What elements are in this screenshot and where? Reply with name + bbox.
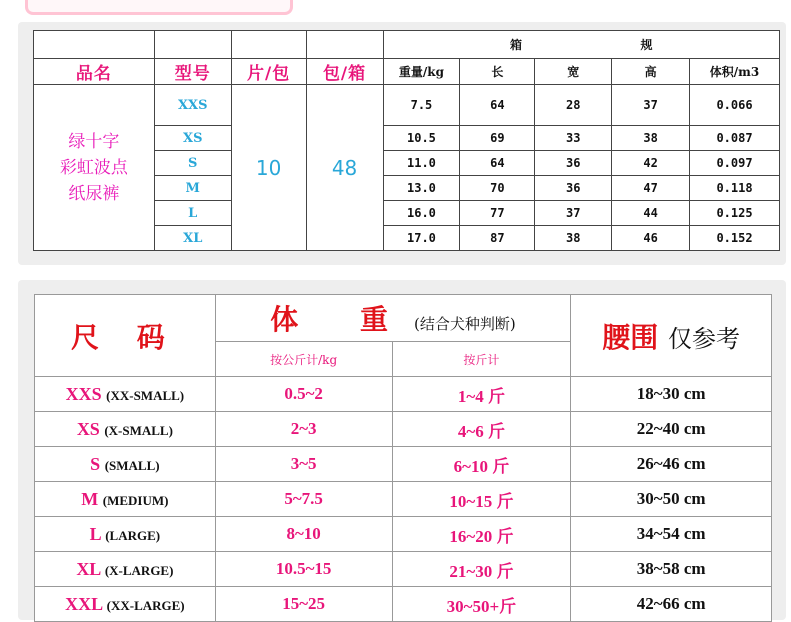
size-name: (XX-SMALL) (106, 387, 185, 403)
spec-size: XS (154, 126, 231, 151)
waist: 38~58 cm (571, 552, 772, 587)
waist: 22~40 cm (571, 412, 772, 447)
spec-weight: 17.0 (383, 226, 460, 251)
box-spec-title-row (34, 31, 780, 59)
waist: 42~66 cm (571, 587, 772, 622)
spec-weight: 16.0 (383, 201, 460, 226)
spec-volume: 0.097 (690, 151, 780, 176)
product-name-line: 彩虹波点 (59, 157, 128, 178)
spec-length: 77 (460, 201, 535, 226)
spec-width: 28 (535, 85, 612, 126)
header-weight-note: (结合犬种判断) (414, 315, 516, 333)
product-name (34, 85, 155, 251)
header-product: 品名 (34, 59, 155, 85)
spec-height: 47 (612, 176, 690, 201)
waist: 30~50 cm (571, 482, 772, 517)
header-waist-cell (571, 295, 772, 377)
spec-weight: 13.0 (383, 176, 460, 201)
spec-header-row (34, 59, 780, 85)
size-code: XXS (65, 383, 102, 404)
table-row (35, 517, 772, 552)
packs-per-box-value: 48 (306, 85, 383, 251)
spec-width: 36 (535, 176, 612, 201)
spec-height: 38 (612, 126, 690, 151)
header-pcs-per-pack: 片/包 (231, 59, 306, 85)
spec-size: XXS (154, 85, 231, 126)
spec-width: 36 (535, 151, 612, 176)
weight-kg: 15~25 (215, 587, 392, 622)
pcs-per-pack-value: 10 (231, 85, 306, 251)
box-title-left: 箱 (510, 38, 523, 52)
size-name: (MEDIUM) (102, 492, 169, 508)
weight-kg: 3~5 (215, 447, 392, 482)
spec-size: S (154, 151, 231, 176)
product-name-line: 绿十字 (68, 131, 120, 152)
weight-kg: 10.5~15 (215, 552, 392, 587)
weight-jin: 4~6 斤 (392, 412, 571, 447)
waist: 18~30 cm (571, 377, 772, 412)
header-length: 长 (460, 59, 535, 85)
spec-length: 69 (460, 126, 535, 151)
header-packs-per-box: 包/箱 (306, 59, 383, 85)
top-decor-band (25, 0, 293, 15)
size-header-row (35, 295, 772, 342)
spec-height: 46 (612, 226, 690, 251)
spec-weight: 7.5 (383, 85, 460, 126)
weight-jin: 21~30 斤 (392, 552, 571, 587)
size-chart-table (34, 294, 772, 622)
spec-size: L (154, 201, 231, 226)
spec-length: 64 (460, 151, 535, 176)
weight-kg: 8~10 (215, 517, 392, 552)
size-code-cell (35, 482, 216, 517)
spec-size: XL (154, 226, 231, 251)
box-spec-title (383, 31, 780, 59)
size-name: (SMALL) (104, 457, 160, 473)
subheader-kg: 按公斤计/kg (215, 342, 392, 377)
header-model: 型号 (154, 59, 231, 85)
weight-jin: 16~20 斤 (392, 517, 571, 552)
table-row (35, 587, 772, 622)
spec-width: 38 (535, 226, 612, 251)
size-code-cell (35, 587, 216, 622)
spec-weight: 10.5 (383, 126, 460, 151)
box-title-right: 规 (640, 38, 653, 52)
spec-length: 87 (460, 226, 535, 251)
size-code-cell (35, 517, 216, 552)
header-waist-ref: 仅参考 (668, 324, 741, 353)
header-volume: 体积/m3 (690, 59, 780, 85)
size-code: XL (76, 558, 101, 579)
table-row (35, 482, 772, 517)
size-code-cell (35, 552, 216, 587)
weight-kg: 5~7.5 (215, 482, 392, 517)
spec-height: 37 (612, 85, 690, 126)
size-code-cell (35, 412, 216, 447)
header-height: 高 (612, 59, 690, 85)
header-weight: 体 重 (270, 303, 415, 336)
weight-jin: 30~50+斤 (392, 587, 571, 622)
spec-volume: 0.125 (690, 201, 780, 226)
weight-jin: 1~4 斤 (392, 377, 571, 412)
header-size: 尺 码 (35, 295, 216, 377)
header-weight: 重量/kg (383, 59, 460, 85)
product-name-line: 纸尿裤 (68, 183, 120, 204)
size-code-cell (35, 377, 216, 412)
weight-kg: 0.5~2 (215, 377, 392, 412)
spec-volume: 0.152 (690, 226, 780, 251)
table-row (35, 447, 772, 482)
size-name: (X-LARGE) (104, 562, 174, 578)
spec-weight: 11.0 (383, 151, 460, 176)
size-code: XS (76, 418, 100, 439)
spec-length: 70 (460, 176, 535, 201)
size-name: (X-SMALL) (104, 422, 173, 438)
waist: 34~54 cm (571, 517, 772, 552)
spec-volume: 0.118 (690, 176, 780, 201)
size-name: (LARGE) (105, 527, 161, 543)
waist: 26~46 cm (571, 447, 772, 482)
spec-width: 33 (535, 126, 612, 151)
table-row (35, 412, 772, 447)
subheader-jin: 按斤计 (392, 342, 571, 377)
spec-length: 64 (460, 85, 535, 126)
spec-volume: 0.087 (690, 126, 780, 151)
table-row (34, 85, 780, 126)
header-weight-cell (215, 295, 571, 342)
header-waist: 腰围 (602, 320, 659, 354)
size-code-cell (35, 447, 216, 482)
weight-kg: 2~3 (215, 412, 392, 447)
box-spec-table (33, 30, 780, 251)
spec-height: 42 (612, 151, 690, 176)
size-code: M (81, 488, 99, 509)
table-row (35, 552, 772, 587)
size-code: L (89, 523, 101, 544)
header-width: 宽 (535, 59, 612, 85)
size-code: S (90, 453, 101, 474)
size-name: (XX-LARGE) (106, 597, 185, 613)
spec-width: 37 (535, 201, 612, 226)
spec-height: 44 (612, 201, 690, 226)
spec-volume: 0.066 (690, 85, 780, 126)
weight-jin: 10~15 斤 (392, 482, 571, 517)
size-code: XXL (65, 593, 103, 614)
weight-jin: 6~10 斤 (392, 447, 571, 482)
spec-size: M (154, 176, 231, 201)
table-row (35, 377, 772, 412)
